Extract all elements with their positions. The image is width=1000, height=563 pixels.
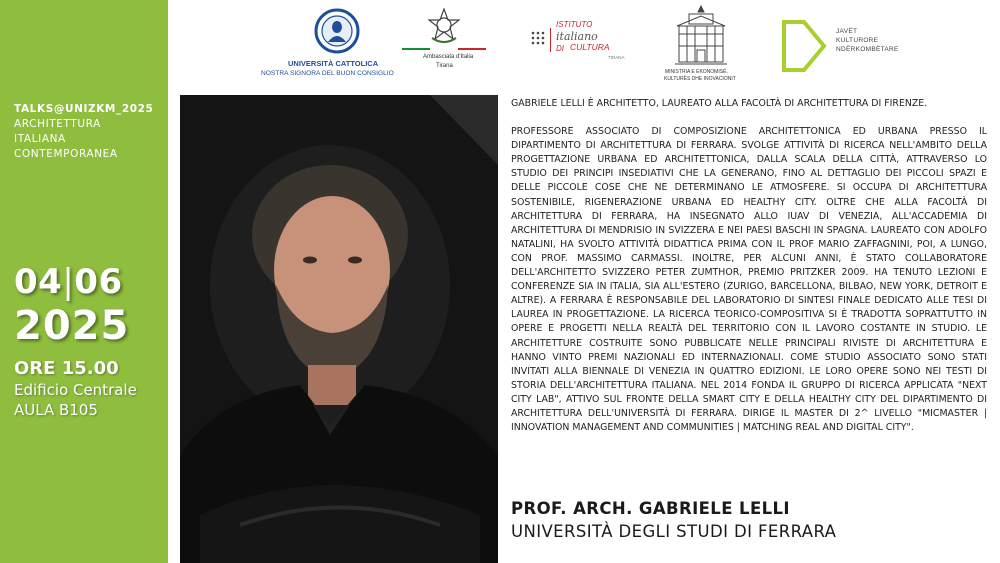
topic-line: ARCHITETTURA [14,118,101,130]
italian-emblem-icon [428,8,460,44]
speaker-portrait-image [180,95,498,563]
culture-city: TIRANA [608,55,625,60]
event-building: Edificio Centrale [14,381,137,399]
bio-body: PROFESSORE ASSOCIATO DI COMPOSIZIONE ARCHITETTONICA ED URBANA PRESSO IL DIPARTIMENTO DI ARCHITETTURA DI FERRARA. SVOLGE ATTIVITÀ DI RICERCA NELL'AMBITO DELLA PROGETTAZIONE URBANA ED ARCHITETTONICA, DALLA SCALA DELLA CITTÀ, ATTRAVERSO LO STUDIO DEI PRINCIPI INSEDIATIVI CHE LA GENERANO, FINO AL DETTAGLIO DEI PICCOLI SPAZI E DELLE PICCOLE COSE CHE NE DETERMINANO LE ATMOSFERE. SI OCCUPA DI ARCHITETTURA SOSTENIBILE, RIGENERAZIONE URBANA ED HEALTHY CITY. OLTRE CHE ALLA FACOLTÀ DI ARCHITETTURA DI FERRARA, HA INSEGNATO ALLO IUAV DI VENEZIA, ALL'ACCADEMIA DI ARCHITETTURA DI MENDRISIO IN SVIZZERA E NEI PAESI BASCHI IN SPAGNA. LAUREATO CON ADOLFO NATALINI, HA SVOLTO ATTIVITÀ DIDATTICA PRIMA CON IL PROF MARIO ZAFFAGNINI, POI, A LUNGO, CON PROF. MASSIMO CARMASSI. INOLTRE, PER ALCUNI ANNI, È STATO COLLABORATORE DELL'ARCHITETTO SVIZZERO PETER ZUMTHOR, PREMIO PRITZKER 2009. HA TENUTO LEZIONI E CONFERENZE SIA IN ITALIA, SIA ALL'ESTERO (ZURIGO, BARCELLONA, BILBAO, NEW YORK, DETROIT E ALTRE). A FERRARA È RESPONSABILE DEL LABORATORIO DI SINTESI FINALE DEDICATO ALLE TESI DI LAUREA IN PROGETTAZIONE. LA RICERCA TEORICO-COMPOSITIVA SI È TRADOTTA SOPRATTUTTO IN OPERE E PROGETTI NELLA REALTÀ DEL TERRITORIO CON IL LAVORO COSTANTE IN STUDIO. LE ARCHITETTURE COSTRUITE SONO PUBBLICATE NELLE PRINCIPALI RIVISTE DI ARCHITETTURA E HANNO VINTO PREMI NAZIONALI ED INTERNAZIONALI. COME STUDIO ASSOCIATO SONO STATI INVITATI ALLA BIENNALE DI VENEZIA IN QUATTRO EDIZIONI. LE LORO OPERE SONO NEI TESTI DI STORIA DELL'ARCHITETTURA ITALIANA. NEL 2014 FONDA IL GRUPPO DI RICERCA APPLICATA "NEXT CITY LAB", ATTIVO SUL FRONTE DELLA SMART CITY E DELLA HEALTHY CITY DEL DIPARTIMENTO DI ARCHITETTURA DELL'UNIVERSITÀ DI FERRARA. DIRIGE IL MASTER DI 2^ LIVELLO "MICMASTER | INNOVATION MANAGEMENT AND COMMUNITIES | MATCHING REAL AND DIGITAL CITY". [511,126,987,434]
speaker-name: PROF. ARCH. GABRIELE LELLI [511,499,790,518]
speaker-affiliation: UNIVERSITÀ DEGLI STUDI DI FERRARA [511,522,837,541]
topic-line: ITALIANA [14,133,66,145]
red-rule [550,28,551,52]
culture-word2: italiano [556,30,598,43]
date-day: 04 [14,262,63,302]
cultural-weeks-line2: KULTURORE [836,37,879,44]
date-month: 06 [74,262,123,302]
culture-word1: ISTITUTO [556,20,593,29]
speaker-photo [180,95,498,563]
embassy-logo [400,6,490,86]
speaker-block [511,498,836,544]
event-date [14,262,129,350]
cultural-weeks-line1: JAVËT [836,28,858,35]
ministry-logo [665,4,745,88]
event-time: ORE 15.00 [14,358,119,379]
embassy-line1: Ambasciata d'Italia [423,54,474,60]
ministry-line2: KULTURËS DHE INOVACIONIT [664,76,736,82]
ministry-line1: MINISTRIA E EKONOMISË, [665,69,728,75]
dotted-grid-icon [530,30,546,50]
embassy-line2: Tirana [436,63,453,69]
series-label: TALKS@UNIZKM_2025 [14,103,154,115]
event-location [14,358,137,420]
culture-word4: CULTURA [570,42,610,52]
date-day-month [14,262,129,302]
catholic-university-subtitle: NOSTRA SIGNORA DEL BUON CONSIGLIO [261,70,394,77]
event-series [14,102,164,162]
university-seal-icon [314,8,360,54]
bio-intro: GABRIELE LELLI È ARCHITETTO, LAUREATO ALLA FACOLTÀ DI ARCHITETTURA DI FIRENZE. [511,98,928,109]
left-panel [0,0,168,563]
culture-word3: DI [556,44,564,53]
cultural-weeks-line3: NDËRKOMBËTARE [836,46,899,53]
catholic-university-name: UNIVERSITÀ CATTOLICA [288,59,379,68]
cultural-weeks-logo [780,14,920,80]
speaker-bio [511,97,987,449]
k-bracket-icon [780,18,828,74]
date-year: 2025 [14,303,130,349]
topic-line: CONTEMPORANEA [14,148,118,160]
partner-logos [170,0,1000,92]
italian-flag-line [402,48,486,50]
ministry-building-icon [671,4,731,66]
culture-institute-logo [530,6,630,86]
date-separator: | [62,262,75,302]
event-room: AULA B105 [14,401,98,419]
